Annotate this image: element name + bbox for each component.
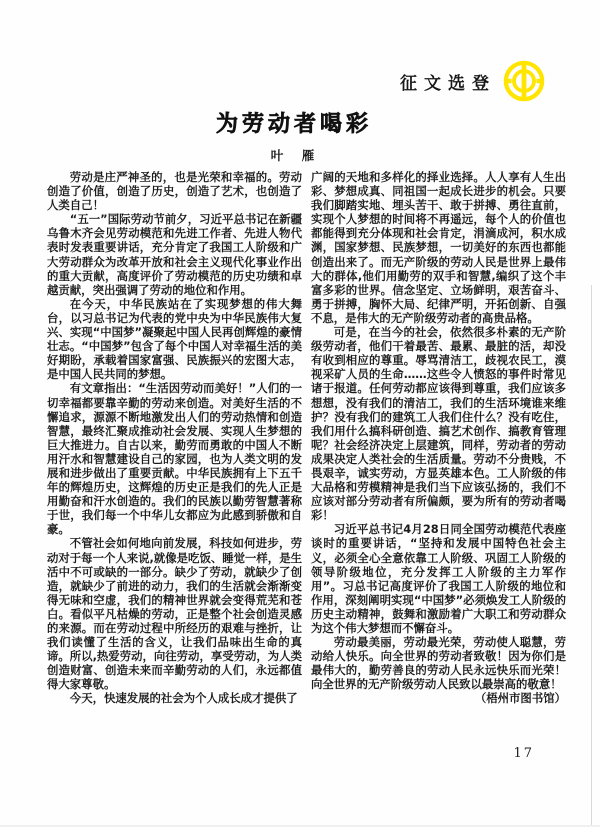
trade-union-emblem-icon [503,60,545,102]
article-paragraph [311,635,566,706]
article-paragraph: 有文章指出：“生活因劳动而美好！”人们的一切幸福都要靠辛勤的劳动来创造。对美好生活的不懈追求，源源不断地激发出人们的劳动热情和创造智慧，最终汇聚成推动社会发展、实现人生梦想的巨大推进力。自古以来，勤劳而勇敢的中国人不断用汗水和智慧建设自己的家园，也为人类文明的发展和进步做出了重要贡献。中华民族拥有上下五千年的辉煌历史，这辉煌的历史正是我们的先人正是用勤奋和汗水创造的。我们的民族以勤劳智慧著称于世，我们每一个中华儿女都应为此感到骄傲和自豪。 [47,381,302,537]
section-header [400,60,545,102]
article-paragraph: 劳动是庄严神圣的，也是光荣和幸福的。劳动创造了价值，创造了历史，创造了艺术，也创造了人类自己！ [47,170,302,213]
article-paragraph: 今天，快速发展的社会为个人成长成才提供了 [69,691,298,706]
left-column [47,170,302,706]
scan-edge-line [591,285,592,827]
article-paragraph: 在今天，中华民族站在了实现梦想的伟大舞台，以习总书记为代表的党中央为中华民族伟大复兴、实现“中国梦”凝聚起中国人民再创辉煌的豪情壮志。“中国梦”包含了每个中国人对幸福生活的美好期盼，承载着国家富强、民族振兴的宏图大志，是中国人民共同的梦想。 [47,296,302,382]
section-label: 征文选登 [400,73,496,94]
right-column [311,170,566,706]
article-paragraph: “五一”国际劳动节前夕，习近平总书记在新疆乌鲁木齐会见劳动模范和先进工作者、先进人物代表时发表重要讲话，充分肯定了我国工人阶级和广大劳动群众为改革开放和社会主义现代化事业作出的重大贡献，高度评价了劳动模范的历史功绩和卓越贡献，突出强调了劳动的地位和作用。 [47,212,302,297]
article-title: 为劳动者喝彩 [215,111,372,137]
article-body [47,170,566,706]
article-paragraph: 不管社会如何地向前发展，科技如何进步，劳动对于每一个人来说,就像是吃饭、睡觉一样，是生活中不可或缺的一部分。缺少了劳动，就缺少了创造，就缺少了前进的动力，我们的生活就会渐渐变得无味和空虚，我们的精神世界就会变得荒芜和苍白。看似平凡枯燥的劳动，正是整个社会创造灵感的来源。而在劳动过程中所经历的艰难与挫折，让我们读懂了生活的含义，让我们品味出生命的真谛。所以,热爱劳动，向往劳动，享受劳动，为人类创造财富、创造未来而辛勤劳动的人们，永远都值得大家尊敬。 [47,536,302,692]
page-number: 17 [513,746,534,761]
article-paragraph: 广阔的天地和多样化的择业选择。人人享有人生出彩、梦想成真、同祖国一起成长进步的机会。只要我们脚踏实地、埋头苦干、敢于拼搏、勇往直前，实现个人梦想的时间将不再遥远，每个人的价值也都能得到充分体现和社会肯定，涓滴成河，积水成渊，国家梦想、民族梦想，一切美好的东西也都能创造出来了。而无产阶级的劳动人民是世界上最伟大的群体,他们用勤劳的双手和智慧,编织了这个丰富多彩的世界。信念坚定、立场鲜明，艰苦奋斗、勇于拼搏，胸怀大局、纪律严明，开拓创新、自强不息，是伟大的无产阶级劳动者的高贵品格。 [311,170,566,325]
closing-text: 劳动最美丽，劳动最光荣，劳动使人聪慧，劳动给人快乐。向全世界的劳动者致敬！因为你们是最伟大的，勤劳善良的劳动人民永远快乐而光荣！向全世界的无产阶级劳动人民致以最崇高的敬意！ [311,635,566,692]
article-paragraph: 习近平总书记4月28日同全国劳动模范代表座谈时的重要讲话，“坚持和发展中国特色社会主义，必须全心全意依靠工人阶级、巩固工人阶级的领导阶级地位，充分发挥工人阶级的主力军作用”。习总书记高度评价了我国工人阶级的地位和作用，深刻阐明实现“中国梦”必须焕发工人阶级的历史主动精神，鼓舞和激励着广大职工和劳动群众为这个伟大梦想而不懈奋斗。 [311,522,566,635]
article-author: 叶 雁 [270,148,318,163]
attribution: （梧州市图书馆） [474,691,566,706]
article-paragraph: 可是，在当今的社会，依然很多朴素的无产阶级劳动者，他们干着最苦、最累、最脏的活，却没有收到相应的尊重。辱骂清洁工，歧视农民工，漠视采矿人员的生命……这些令人愤怒的事件时常见诸于报道。任何劳动都应该得到尊重，我们应该多想想，没有我们的清洁工，我们的生活环境谁来维护？没有我们的建筑工人我们住什么？没有吃住，我们用什么搞科研创造、搞艺术创作、搞教育管理呢？社会经济决定上层建筑，同样，劳动者的劳动成果决定人类社会的生活质量。劳动不分贵贱，不畏艰辛，诚实劳动，方显英雄本色。工人阶级的伟大品格和劳模精神是我们当下应该弘扬的，我们不应该对部分劳动者有所偏颇，要为所有的劳动者喝彩！ [311,325,566,523]
